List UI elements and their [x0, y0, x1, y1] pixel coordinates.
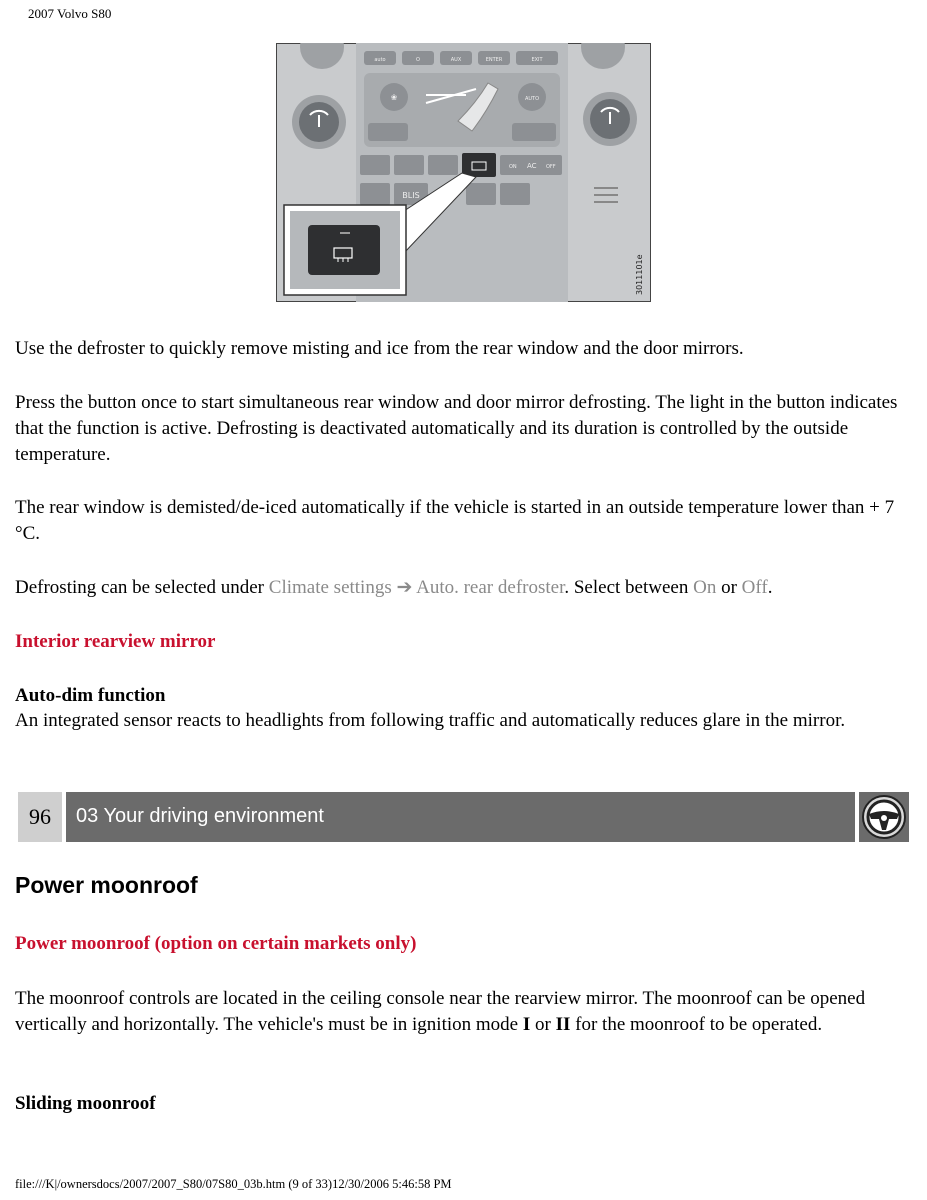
footer-file-path: file:///K|/ownersdocs/2007/2007_S80/07S80_03b.htm (9 of 33)12/30/2006 5:46:58 PM: [15, 1177, 452, 1191]
paragraph-moonroof-controls: [15, 986, 910, 1038]
paragraph-defrost-settings: [15, 575, 910, 601]
auto-rear-defroster-link[interactable]: Auto. rear defroster: [416, 577, 565, 598]
settings-text-or: or: [716, 577, 742, 598]
moonroof-text-after: for the moonroof to be operated.: [570, 1014, 823, 1035]
page-number: 96: [18, 792, 62, 842]
heading-sliding-moonroof: Sliding moonroof: [15, 1093, 156, 1114]
heading-power-moonroof-option: Power moonroof (option on certain markets only): [15, 933, 417, 954]
heading-interior-rearview-mirror: Interior rearview mirror: [15, 631, 216, 652]
ac-label: AC: [527, 162, 537, 170]
ac-off-label: OFF: [546, 164, 556, 170]
section-title-power-moonroof: Power moonroof: [15, 872, 198, 898]
paragraph-defroster-operation: Press the button once to start simultaneous rear window and door mirror defrosting. The light in the button indicates that the function is active. Defrosting is deactivated automatically and its duration is controlled by the outside temperature.: [15, 392, 898, 465]
btn-o-label: O: [416, 57, 420, 63]
chapter-title: 03 Your driving environment: [66, 792, 855, 842]
blis-button-label: BLIS: [402, 191, 420, 200]
btn-aux-label: AUX: [450, 57, 462, 63]
svg-text:❀: ❀: [390, 93, 398, 102]
on-option-link[interactable]: On: [693, 577, 717, 598]
ignition-mode-ii: II: [555, 1014, 571, 1035]
climate-settings-link[interactable]: Climate settings: [268, 577, 392, 598]
ignition-mode-i: I: [522, 1014, 531, 1035]
settings-text-middle: . Select between: [564, 577, 694, 598]
btn-exit-label: EXIT: [531, 57, 543, 63]
settings-text-before: Defrosting can be selected under: [15, 577, 269, 598]
arrow-right-icon: ➔: [396, 577, 413, 598]
auto-button-label: AUTO: [524, 96, 540, 102]
settings-text-end: .: [767, 577, 773, 598]
figure-id-label: 3011101e: [635, 254, 644, 295]
rear-defroster-figure: [276, 43, 651, 302]
moonroof-text-before: The moonroof controls are located in the ceiling console near the rearview mirror. The moonroof can be opened vertically and horizontally. The vehicle's must be in ignition mode: [15, 988, 866, 1035]
document-title: 2007 Volvo S80: [28, 6, 112, 21]
paragraph-defroster-intro: Use the defroster to quickly remove misting and ice from the rear window and the door mirrors.: [15, 338, 744, 359]
paragraph-auto-demist: The rear window is demisted/de-iced automatically if the vehicle is started in an outside temperature lower than + 7 °C.: [15, 497, 895, 544]
heading-auto-dim-function: Auto-dim function: [15, 685, 166, 706]
paragraph-auto-dim: An integrated sensor reacts to headlights from following traffic and automatically reduces glare in the mirror.: [15, 710, 846, 731]
off-option-link[interactable]: Off: [741, 577, 768, 598]
chapter-bar: [18, 792, 909, 842]
ac-on-label: ON: [509, 164, 517, 170]
moonroof-text-or: or: [530, 1014, 556, 1035]
btn-enter-label: ENTER: [485, 57, 503, 63]
steering-wheel-icon: [859, 792, 909, 842]
btn-auto-label: auto: [374, 57, 386, 63]
